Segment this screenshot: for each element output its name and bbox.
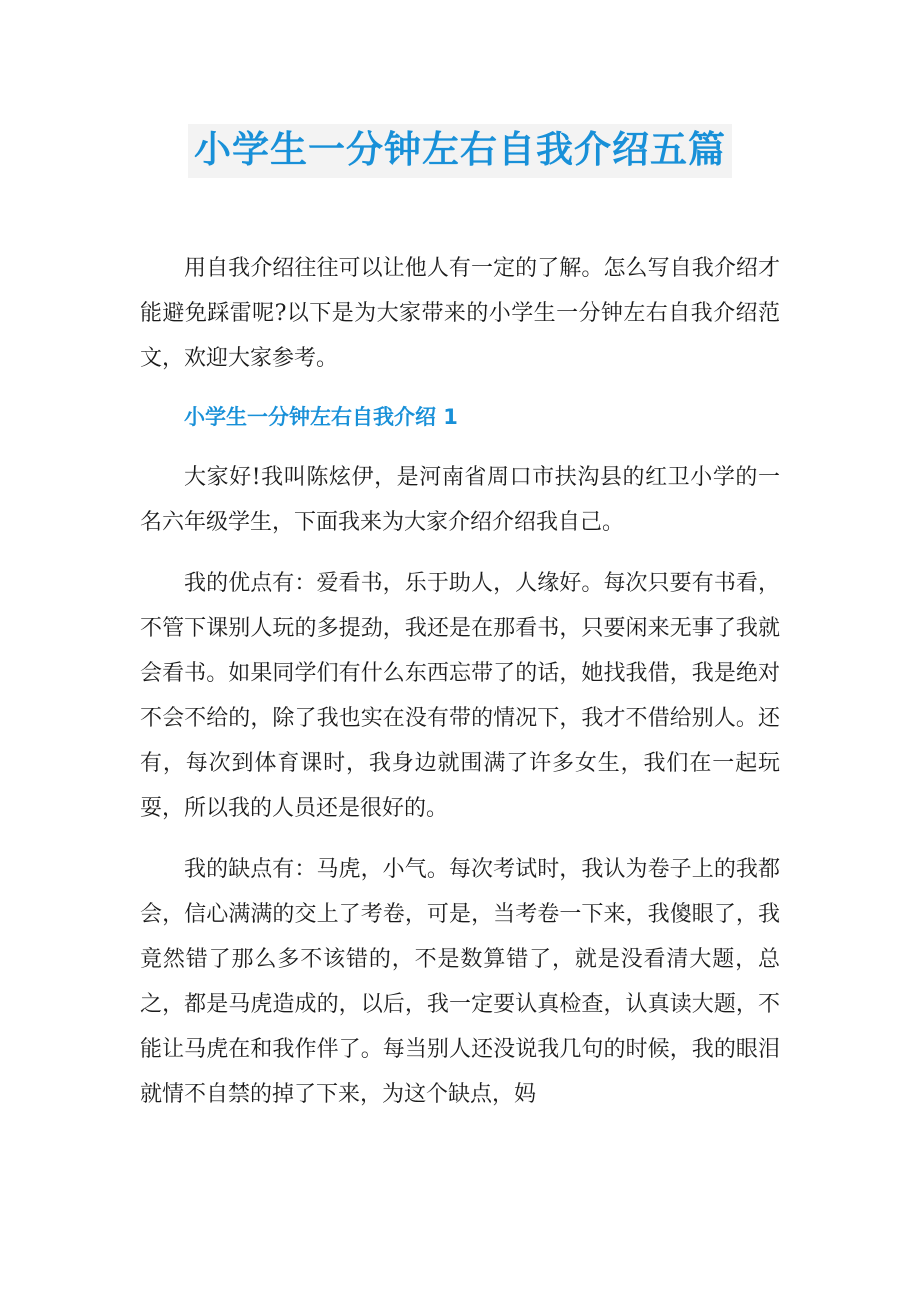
body-paragraph-1: 大家好!我叫陈炫伊，是河南省周口市扶沟县的红卫小学的一名六年级学生，下面我来为大家介绍介绍我自己。 [140,465,780,535]
title-container [0,124,920,178]
section-heading: 小学生一分钟左右自我介绍 1 [184,405,458,429]
document-body [140,246,780,1133]
intro-paragraph: 用自我介绍往往可以让他人有一定的了解。怎么写自我介绍才能避免踩雷呢?以下是为大家带来的小学生一分钟左右自我介绍范文，欢迎大家参考。 [140,256,780,371]
body-paragraph-3: 我的缺点有：马虎，小气。每次考试时，我认为卷子上的我都会，信心满满的交上了考卷，可是，当考卷一下来，我傻眼了，我竟然错了那么多不该错的，不是数算错了，就是没看清大题，总之，都是马虎造成的，以后，我一定要认真检查，认真读大题，不能让马虎在和我作伴了。每当别人还没说我几句的时候，我的眼泪就情不自禁的掉了下来，为这个缺点，妈 [140,857,780,1107]
document-title: 小学生一分钟左右自我介绍五篇 [188,124,732,178]
body-paragraph-2: 我的优点有：爱看书，乐于助人，人缘好。每次只要有书看，不管下课别人玩的多提劲，我还是在那看书，只要闲来无事了我就会看书。如果同学们有什么东西忘带了的话，她找我借，我是绝对不会不给的，除了我也实在没有带的情况下，我才不借给别人。还有，每次到体育课时，我身边就围满了许多女生，我们在一起玩耍，所以我的人员还是很好的。 [140,571,780,821]
